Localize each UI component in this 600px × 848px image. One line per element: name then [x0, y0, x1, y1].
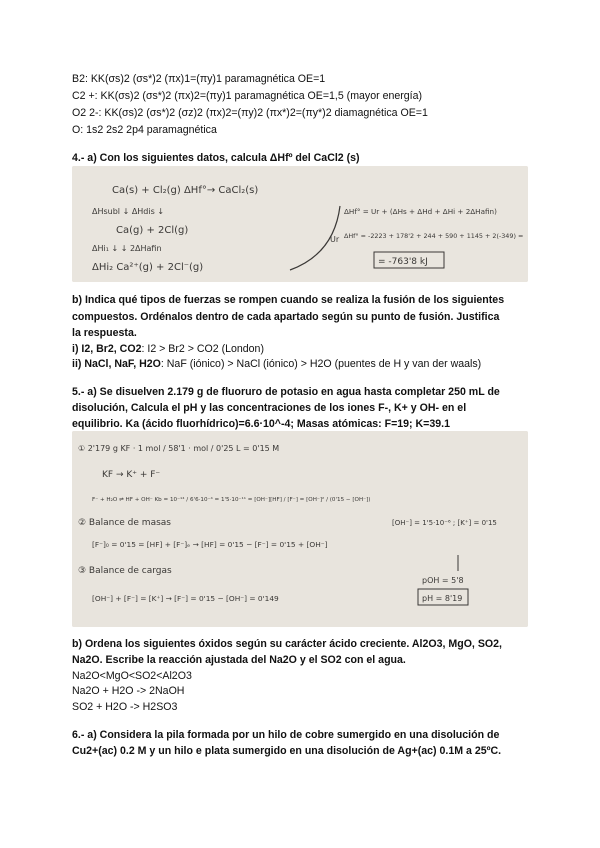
- question-5a-line-3: equilibrio. Ka (ácido fluorhídrico)=6.6·10^-4; Masas atómicas: F=19; K=39.1: [72, 418, 450, 430]
- hw-ph-step-7: ③ Balance de cargas: [78, 566, 172, 576]
- answer-4b-ii-label: ii) NaCl, NaF, H2O: [72, 358, 161, 370]
- question-6a-line-1: 6.- a) Considera la pila formada por un hilo de cobre sumergido en una disolución de: [72, 729, 500, 741]
- question-5b-line-2: Na2O. Escribe la reacción ajustada del Na2O y el SO2 con el agua.: [72, 654, 406, 666]
- hw-ph-step-4: ② Balance de masas: [78, 518, 171, 528]
- question-4b-line-2: compuestos. Ordénalos dentro de cada apartado según su punto de fusión. Justifica: [72, 311, 500, 323]
- question-5b-line-1: b) Ordena los siguientes óxidos según su carácter ácido creciente. Al2O3, MgO, SO2,: [72, 638, 502, 650]
- answer-5b-order: Na2O<MgO<SO2<Al2O3: [72, 670, 192, 682]
- hw-born-line-4: ΔHi₁ ↓ ↓ 2ΔHafin: [92, 244, 162, 253]
- handwritten-photo-ph-calc: [72, 431, 528, 627]
- question-4b-line-1: b) Indica qué tipos de fuerzas se rompen cuando se realiza la fusión de los siguientes: [72, 294, 505, 306]
- answer-4b-i-label: i) I2, Br2, CO2: [72, 343, 142, 355]
- mo-line-o: O: 1s2 2s2 2p4 paramagnética: [72, 124, 217, 136]
- answer-4b-ii: [72, 357, 481, 371]
- hw-ph-step-3: F⁻ + H₂O ⇌ HF + OH⁻ Kb = 10⁻¹⁴ / 6'6·10⁻⁴ = 1'5·10⁻¹¹ = [OH⁻][HF] / [F⁻] = [OH⁻]² / (0'15 − [OH⁻]): [92, 497, 371, 503]
- hw-ph-step-5: [F⁻]₀ = 0'15 = [HF] + [F⁻]ₑ → [HF] = 0'15 − [F⁻] = 0'15 + [OH⁻]: [92, 540, 328, 549]
- question-4a: 4.- a) Con los siguientes datos, calcula ΔHfº del CaCl2 (s): [72, 152, 360, 164]
- hw-ph-step-10: pH = 8'19: [422, 594, 463, 603]
- hw-ph-step-8: [OH⁻] + [F⁻] = [K⁺] → [F⁻] = 0'15 − [OH⁻] = 0'149: [92, 594, 279, 603]
- hw-ph-step-9: pOH = 5'8: [422, 576, 464, 585]
- hw-born-ur: Ur: [330, 235, 340, 244]
- mo-line-c2: C2 +: KK(σs)2 (σs*)2 (πx)2=(πy)1 paramagnética OE=1,5 (mayor energía): [72, 90, 423, 102]
- handwritten-photo-born-haber: [72, 166, 528, 282]
- question-6a-line-2: Cu2+(ac) 0.2 M y un hilo e plata sumergido en una disolución de Ag+(ac) 0.1M a 25ºC.: [72, 745, 502, 757]
- hw-born-line-3: Ca(g) + 2Cl(g): [116, 225, 189, 236]
- hw-ph-step-2: KF → K⁺ + F⁻: [102, 470, 161, 480]
- question-4b-line-3: la respuesta.: [72, 327, 137, 339]
- hw-born-right-2: ΔHf° = -2223 + 178'2 + 244 + 590 + 1145 + 2(-349) =: [344, 232, 524, 240]
- mo-line-b2: B2: KK(σs)2 (σs*)2 (πx)1=(πy)1 paramagnética OE=1: [72, 73, 326, 85]
- answer-4b-i-text: : I2 > Br2 > CO2 (London): [141, 343, 264, 355]
- answer-5b-reaction-1: Na2O + H2O -> 2NaOH: [72, 685, 185, 697]
- hw-born-right-3: = -763'8 kJ: [378, 257, 428, 267]
- hw-born-right-1: ΔHf° = Ur + (ΔHs + ΔHd + ΔHi + 2ΔHafin): [344, 207, 497, 216]
- hw-ph-step-1: ① 2'179 g KF · 1 mol / 58'1 · mol / 0'25 L = 0'15 M: [78, 444, 280, 453]
- question-5a-line-2: disolución, Calcula el pH y las concentraciones de los iones F-, K+ y OH- en el: [72, 402, 467, 414]
- mo-line-o2: O2 2-: KK(σs)2 (σs*)2 (σz)2 (πx)2=(πy)2 (πx*)2=(πy*)2 diamagnética OE=1: [72, 107, 428, 119]
- answer-4b-i: [72, 342, 264, 356]
- hw-born-line-5: ΔHi₂ Ca²⁺(g) + 2Cl⁻(g): [92, 262, 204, 273]
- question-5a-line-1: 5.- a) Se disuelven 2.179 g de fluoruro de potasio en agua hasta completar 250 mL de: [72, 386, 500, 398]
- answer-5b-reaction-2: SO2 + H2O -> H2SO3: [72, 701, 178, 713]
- hw-ph-step-6: [OH⁻] = 1'5·10⁻⁶ ; [K⁺] = 0'15: [392, 519, 497, 527]
- hw-born-line-1: Ca(s) + Cl₂(g) ΔHf°→ CaCl₂(s): [112, 185, 259, 196]
- hw-born-line-2: ΔHsubl ↓ ΔHdis ↓: [92, 207, 165, 216]
- answer-4b-ii-text: : NaF (iónico) > NaCl (iónico) > H2O (puentes de H y van der waals): [160, 358, 482, 370]
